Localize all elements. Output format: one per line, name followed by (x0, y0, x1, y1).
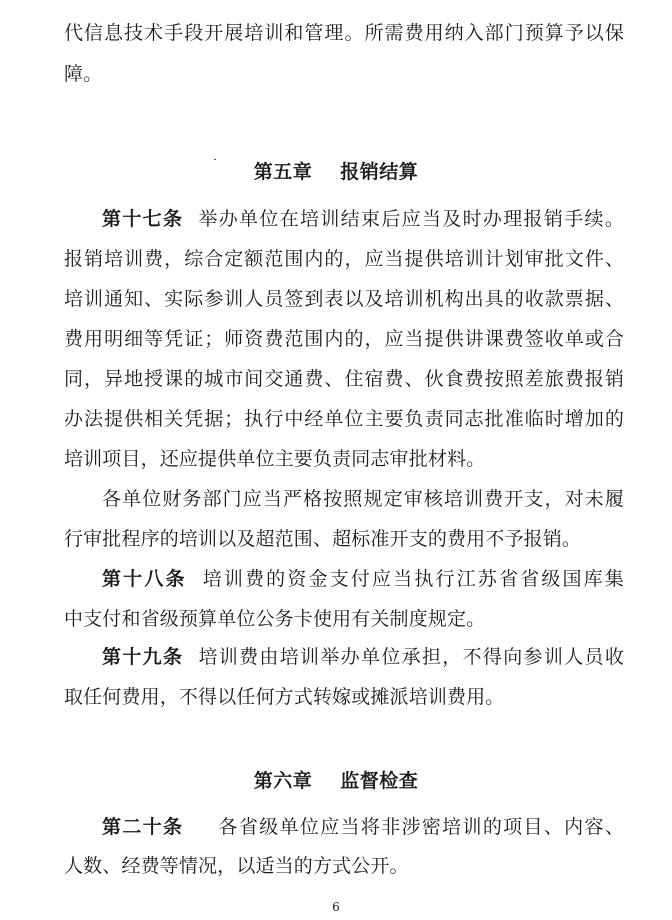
paragraph-line: 费用明细等凭证；师资费范围内的，应当提供讲课费签收单或合 (64, 328, 624, 350)
paragraph-line: 培训项目，还应提供单位主要负责同志审批材料。 (64, 448, 486, 470)
paragraph-line: 培训通知、实际参训人员签到表以及培训机构出具的收款票据、 (64, 288, 624, 310)
article-text: 培训费的资金支付应当执行江苏省省级国库集 (200, 568, 624, 590)
paragraph-line: 办法提供相关凭据；执行中经单位主要负责同志批准临时增加的 (64, 408, 624, 430)
chapter-heading (0, 159, 672, 185)
chapter-number: 第六章 (253, 770, 313, 792)
paragraph-line: 代信息技术手段开展培训和管理。所需费用纳入部门预算予以保 (64, 22, 624, 44)
paragraph-line: 取任何费用，不得以任何方式转嫁或摊派培训费用。 (64, 686, 505, 708)
paragraph-line: 同，异地授课的城市间交通费、住宿费、伙食费按照差旅费报销 (64, 368, 624, 390)
paragraph-line: 人数、经费等情况，以适当的方式公开。 (64, 855, 409, 877)
article-line (102, 814, 624, 840)
paragraph-line: 中支付和省级预算单位公务卡使用有关制度规定。 (64, 608, 486, 630)
paragraph-line: 障。 (64, 63, 103, 85)
paragraph-line: 报销培训费，综合定额范围内的，应当提供培训计划审批文件、 (64, 248, 624, 270)
paragraph-line: 行审批程序的培训以及超范围、超标准开支的费用不予报销。 (64, 528, 582, 550)
article-text: 培训费由培训举办单位承担，不得向参训人员收 (197, 646, 624, 668)
article-label: 第十七条 (102, 208, 184, 230)
page-number: 6 (332, 900, 340, 914)
article-label: 第十八条 (102, 568, 187, 590)
article-label: 第十九条 (102, 646, 184, 668)
article-line (102, 206, 624, 232)
chapter-number: 第五章 (253, 161, 313, 183)
article-label: 第二十条 (102, 816, 184, 838)
article-text: 举办单位在培训结束后应当及时办理报销手续。 (197, 208, 624, 230)
article-text: 各省级单位应当将非涉密培训的项目、内容、 (217, 816, 624, 838)
article-line (102, 644, 624, 670)
chapter-heading (0, 768, 672, 794)
article-line (102, 566, 624, 592)
paragraph-line: 各单位财务部门应当严格按照规定审核培训费开支，对未履 (102, 488, 624, 510)
chapter-title: 报销结算 (340, 161, 419, 183)
chapter-title: 监督检查 (340, 770, 419, 792)
